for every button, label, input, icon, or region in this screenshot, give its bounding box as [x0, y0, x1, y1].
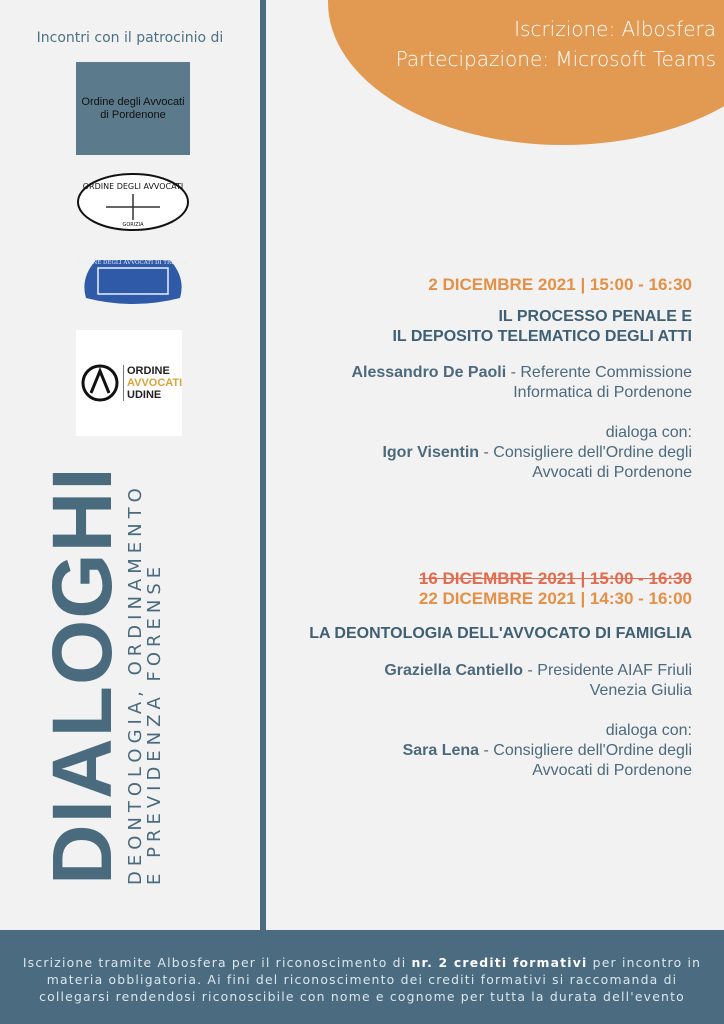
footer-credits: nr. 2 crediti formativi [411, 955, 588, 970]
event-title-line2: IL DEPOSITO TELEMATICO DEGLI ATTI [392, 328, 692, 345]
speaker-role-1: - Referente Commissione [506, 364, 692, 381]
udine-text [123, 365, 182, 401]
speaker-role-2: Informatica di Pordenone [513, 384, 692, 401]
footer-part1: Iscrizione tramite Albosfera per il riconoscimento di [22, 955, 412, 970]
event-2 [309, 569, 692, 781]
registration-text: Iscrizione: Albosfera [514, 17, 716, 41]
vertical-divider [260, 0, 266, 930]
guest-role-1: - Consigliere dell'Ordine degli [479, 444, 692, 461]
event-date: 22 DICEMBRE 2021 | 14:30 - 16:00 [418, 589, 692, 608]
guest-name: Sara Lena [402, 742, 480, 759]
event-date: 2 DICEMBRE 2021 | 15:00 - 16:30 [428, 275, 692, 294]
udine-mark-icon [80, 363, 120, 403]
dialog-label: dialoga con: [605, 424, 692, 441]
speaker-role-1: - Presidente AIAF Friuli [523, 662, 692, 679]
event-1 [351, 275, 692, 483]
speaker-name: Graziella Cantiello [384, 662, 524, 679]
event-title: LA DEONTOLOGIA DELL'AVVOCATO DI FAMIGLIA [309, 625, 692, 642]
udine-text-3: UDINE [127, 389, 162, 401]
participation-text: Partecipazione: Microsoft Teams [395, 47, 716, 71]
footer-text [0, 930, 724, 1005]
event-old-date: 16 DICEMBRE 2021 | 15:00 - 16:30 [418, 569, 692, 588]
series-subtitle-1: DEONTOLOGIA, ORDINAMENTO [125, 483, 146, 885]
logo-gorizia [76, 172, 190, 232]
guest-role-2: Avvocati di Pordenone [532, 762, 692, 779]
speaker-name: Alessandro De Paoli [351, 364, 507, 381]
patronage-label: Incontri con il patrocinio di [36, 30, 224, 46]
series-title-block [35, 466, 165, 885]
dialog-label: dialoga con: [605, 722, 692, 739]
udine-text-1: ORDINE [127, 365, 170, 377]
event-title-line1: IL PROCESSO PENALE E [498, 308, 692, 325]
series-title: DIALOGHI [35, 466, 129, 885]
logo-gorizia-top-text: ORDINE DEGLI AVVOCATI [82, 182, 184, 191]
footer-band [0, 930, 724, 1024]
guest-role-2: Avvocati di Pordenone [532, 464, 692, 481]
udine-text-2: AVVOCATI [127, 377, 183, 389]
logo-pordenone [76, 62, 190, 155]
registration-info [396, 14, 716, 74]
logo-udine [76, 330, 182, 436]
logo-pordenone-text: Ordine degli Avvocati di Pordenone [81, 95, 185, 121]
footer-part2: per incontro in materia obbligatoria. Ai fini del riconoscimento dei crediti formativi si raccomanda di collegarsi rendendosi riconoscibile con nome e cognome per tutta la durata dell'evento [39, 955, 702, 1004]
logo-trieste [76, 248, 190, 310]
logo-trieste-text: ORDINE DEGLI AVVOCATI DI TRIESTE [77, 260, 189, 266]
speaker-role-2: Venezia Giulia [589, 682, 692, 699]
guest-role-1: - Consigliere dell'Ordine degli [479, 742, 692, 759]
series-subtitle-2: E PREVIDENZA FORENSE [144, 561, 165, 885]
guest-name: Igor Visentin [382, 444, 480, 461]
logo-gorizia-bottom-text: GORIZIA [122, 222, 144, 228]
